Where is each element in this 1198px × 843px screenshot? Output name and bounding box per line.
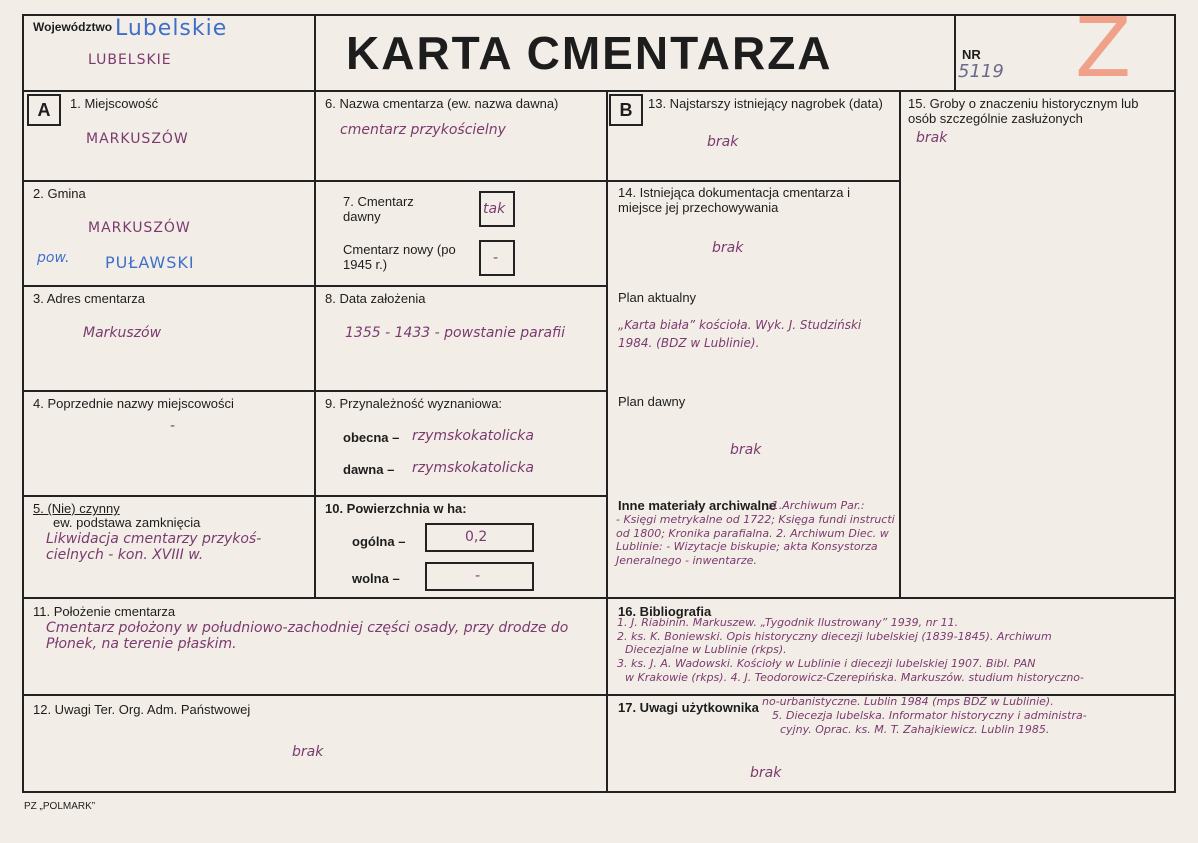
frame-line (22, 597, 1176, 599)
frame-line (314, 14, 316, 598)
plan-dawny-value: brak (730, 442, 762, 458)
ogolna-label: ogólna – (352, 534, 406, 549)
field-11-label: 11. Położenie cmentarza (33, 604, 176, 619)
ogolna-box (425, 523, 534, 552)
powiat-value: PUŁAWSKI (105, 253, 195, 272)
frame-line (22, 495, 607, 497)
bibliography-line-6: no-urbanistyczne. Lublin 1984 (mps BDZ w Lublinie). (762, 695, 1054, 708)
field-13-label: 13. Najstarszy istniejący nagrobek (data) (648, 96, 883, 111)
plan-dawny-label: Plan dawny (618, 394, 686, 409)
wojewodztwo-label: Województwo (33, 20, 113, 34)
field-7-dawny-value: tak (483, 201, 506, 217)
page-title: KARTA CMENTARZA (346, 27, 833, 79)
frame-line (22, 390, 607, 392)
stamp-letter: Z (1075, 1, 1132, 96)
frame-line (22, 791, 1176, 793)
printer-imprint: PZ „POLMARK” (24, 801, 96, 812)
field-1-value: MARKUSZÓW (86, 131, 189, 147)
field-5-value: Likwidacja cmentarzy przykoś-cielnych - kon. XVIII w. (46, 531, 262, 563)
field-4-label: 4. Poprzednie nazwy miejscowości (33, 396, 234, 411)
field-5-label2: ew. podstawa zamknięcia (53, 515, 201, 530)
frame-line (22, 180, 900, 182)
powiat-label: pow. (37, 250, 70, 266)
nr-value: 5119 (958, 61, 1004, 82)
frame-line (22, 285, 607, 287)
bibliography-line-5: w Krakowie (rkps). 4. J. Teodorowicz-Czerepińska. Markuszów. studium historyczno- (625, 671, 1085, 684)
field-17-label: 17. Uwagi użytkownika (618, 700, 759, 715)
field-14-value: brak (712, 240, 744, 256)
field-2-label: 2. Gmina (33, 186, 86, 201)
field-9-label: 9. Przynależność wyznaniowa: (325, 396, 503, 411)
field-3-value: Markuszów (83, 325, 162, 341)
field-2-value: MARKUSZÓW (88, 220, 191, 236)
field-15-value: brak (916, 130, 948, 146)
bibliography-line-7: 5. Diecezja lubelska. Informator historyczny i administra- (772, 709, 1087, 722)
frame-line (1174, 14, 1176, 793)
section-a-marker: A (27, 94, 61, 126)
plan-aktualny-label: Plan aktualny (618, 290, 697, 305)
frame-line (22, 14, 24, 793)
field-10-label: 10. Powierzchnia w ha: (325, 501, 467, 516)
plan-aktualny-value: „Karta biała” kościoła. Wyk. J. Studziński 1984. (BDZ w Lublinie). (618, 318, 862, 350)
field-16-label: 16. Bibliografia (618, 604, 712, 619)
frame-line (899, 90, 901, 598)
bibliography-line-1: 1. J. Riabinin. Markuszew. „Tygodnik Ilustrowany” 1939, nr 11. (617, 616, 959, 629)
inne-value: - Księgi metrykalne od 1722; Księga fundi instructi od 1800; Kronika parafialna. 2. Archiwum Diec. w Lublinie: - Wizytacje biskupie; akta Konsystorza Jeneralnego - inwentarze. (616, 513, 895, 567)
field-1-label: 1. Miejscowość (70, 96, 159, 111)
wolna-label: wolna – (352, 571, 400, 586)
field-17-value: brak (750, 765, 782, 781)
bibliography-line-8: cyjny. Oprac. ks. M. T. Zahajkiewicz. Lublin 1985. (780, 723, 1050, 736)
obecna-label: obecna – (343, 430, 400, 445)
field-14-label: 14. Istniejąca dokumentacja cmentarza i miejsce jej przechowywania (618, 185, 850, 215)
section-b-marker: B (609, 94, 643, 126)
field-7-dawny-label: 7. Cmentarz dawny (343, 194, 414, 224)
field-15-label: 15. Groby o znaczeniu historycznym lub osób szczególnie zasłużonych (908, 96, 1139, 126)
field-8-label: 8. Data założenia (325, 291, 426, 306)
wojewodztwo-value-handwritten: LUBELSKIE (88, 52, 172, 68)
field-13-value: brak (707, 134, 739, 150)
ogolna-value: 0,2 (465, 529, 488, 545)
nr-label: NR (962, 47, 981, 62)
dawna-value: rzymskokatolicka (412, 460, 534, 476)
inne-label: Inne materiały archiwalne (618, 498, 777, 513)
inne-value-head: :1.Archiwum Par.: (768, 499, 865, 512)
frame-line (954, 14, 956, 90)
obecna-value: rzymskokatolicka (412, 428, 534, 444)
field-6-value: cmentarz przykościelny (340, 122, 506, 138)
dawny-box (479, 191, 515, 227)
field-6-label: 6. Nazwa cmentarza (ew. nazwa dawna) (325, 96, 559, 111)
wolna-value: - (475, 568, 481, 584)
wolna-box (425, 562, 534, 591)
bibliography-line-4: 3. ks. J. A. Wadowski. Kościoły w Lublinie i diecezji lubelskiej 1907. Bibl. PAN (617, 657, 1036, 670)
field-7-nowy-label: Cmentarz nowy (po 1945 r.) (343, 242, 456, 272)
field-7-nowy-value: - (493, 250, 499, 266)
frame-line (606, 90, 608, 792)
bibliography-line-2: 2. ks. K. Boniewski. Opis historyczny diecezji lubelskiej (1839-1845). Archiwum (617, 630, 1052, 643)
field-12-value: brak (292, 744, 324, 760)
field-3-label: 3. Adres cmentarza (33, 291, 145, 306)
field-12-label: 12. Uwagi Ter. Org. Adm. Państwowej (33, 702, 251, 717)
field-11-value: Cmentarz położony w południowo-zachodniej części osady, przy drodze do Płonek, na terenie płaskim. (46, 620, 569, 652)
dawna-label: dawna – (343, 462, 395, 477)
nowy-box (479, 240, 515, 276)
bibliography-line-3: Diecezjalne w Lublinie (rkps). (625, 643, 787, 656)
field-4-value: - (170, 418, 176, 434)
frame-line (22, 90, 1176, 92)
field-5-label: 5. (Nie) czynny (33, 501, 120, 516)
field-8-value: 1355 - 1433 - powstanie parafii (345, 325, 565, 341)
wojewodztwo-value: Lubelskie (115, 16, 228, 41)
